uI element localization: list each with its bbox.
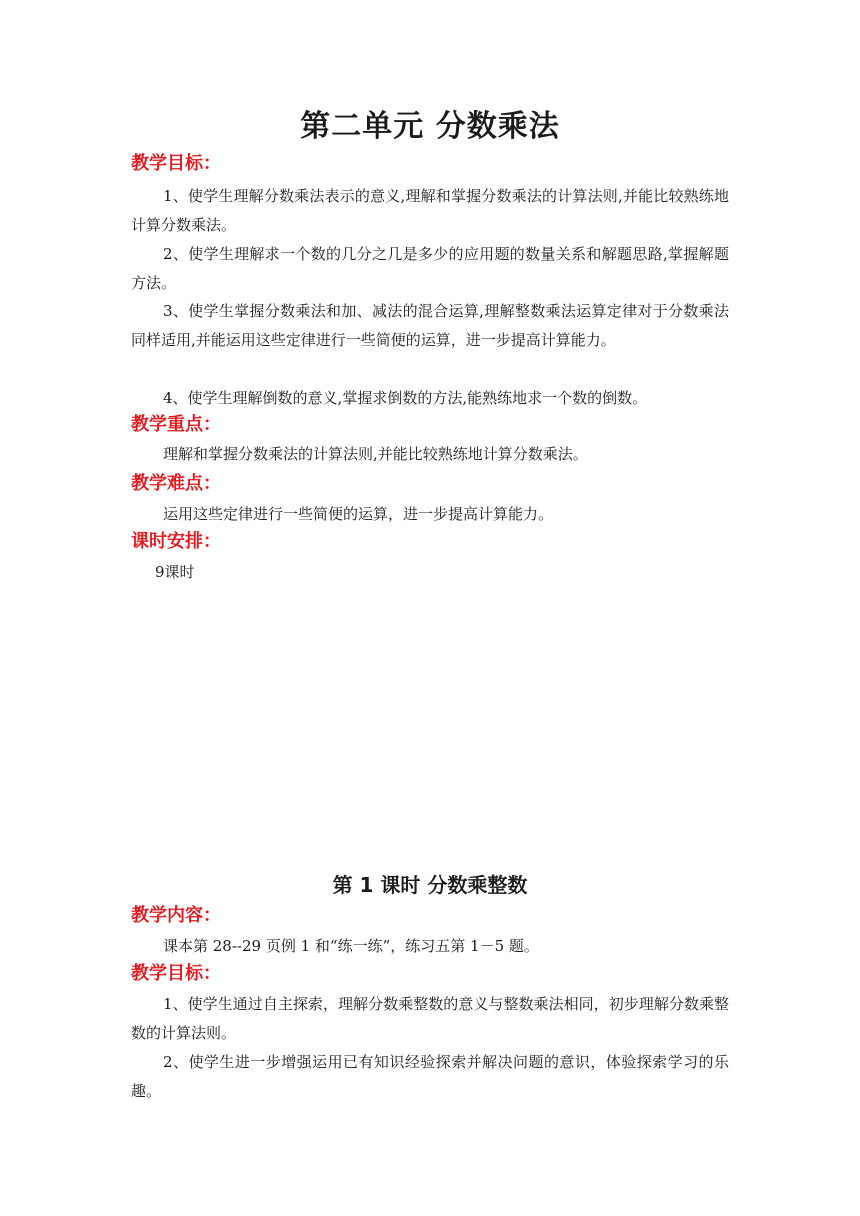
goal-paragraph-4: 4、使学生理解倒数的意义,掌握求倒数的方法,能熟练地求一个数的倒数。 xyxy=(163,389,648,407)
goal-paragraph-1: 1、使学生理解分数乘法表示的意义,理解和掌握分数乘法的计算法则,并能比较熟练地计算分数乘法。 xyxy=(131,187,729,234)
lesson-title: 第 1 课时 分数乘整数 xyxy=(332,873,528,897)
schedule-text: 9课时 xyxy=(155,563,195,581)
teaching-goals-heading: 教学目标： xyxy=(131,153,221,174)
teaching-difficulty-text: 运用这些定律进行一些简便的运算，进一步提高计算能力。 xyxy=(163,505,554,523)
teaching-key-text: 理解和掌握分数乘法的计算法则,并能比较熟练地计算分数乘法。 xyxy=(163,445,588,463)
teaching-difficulty-heading: 教学难点： xyxy=(131,473,221,494)
teaching-content-heading: 教学内容： xyxy=(131,905,221,926)
lesson-goal-paragraph-2: 2、使学生进一步增强运用已有知识经验探索并解决问题的意识，体验探索学习的乐趣。 xyxy=(131,1053,729,1100)
goal-paragraph-3: 3、使学生掌握分数乘法和加、减法的混合运算,理解整数乘法运算定律对于分数乘法同样适用,并能运用这些定律进行一些简便的运算，进一步提高计算能力。 xyxy=(131,302,729,349)
lesson-goals-heading: 教学目标： xyxy=(131,963,221,984)
teaching-content-text: 课本第 28--29 页例 1 和“练一练”，练习五第 1－5 题。 xyxy=(163,937,539,955)
schedule-heading: 课时安排： xyxy=(131,531,221,552)
unit-title: 第二单元 分数乘法 xyxy=(300,109,560,144)
teaching-key-heading: 教学重点： xyxy=(131,414,221,435)
goal-paragraph-2: 2、使学生理解求一个数的几分之几是多少的应用题的数量关系和解题思路,掌握解题方法。 xyxy=(131,245,729,292)
lesson-goal-paragraph-1: 1、使学生通过自主探索，理解分数乘整数的意义与整数乘法相同，初步理解分数乘整数的计算法则。 xyxy=(131,995,729,1042)
